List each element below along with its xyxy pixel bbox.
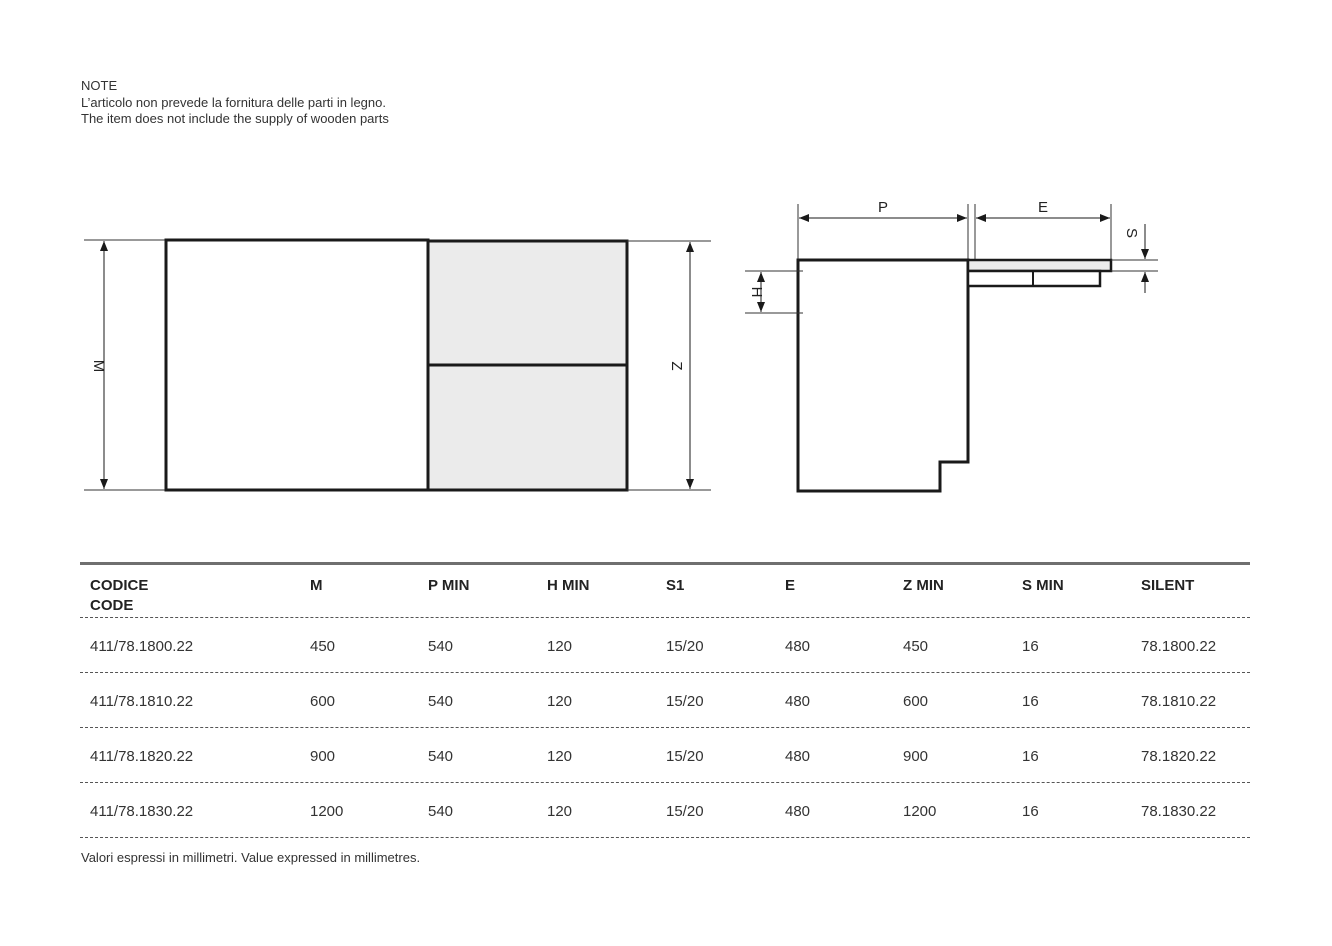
front-view	[84, 240, 711, 490]
table-row	[80, 618, 1250, 673]
cell-e: 480	[785, 693, 811, 710]
cabinet-profile	[798, 260, 968, 491]
cell-m: 600	[310, 693, 336, 710]
cell-m: 900	[310, 748, 336, 765]
cell-silent: 78.1820.22	[1141, 748, 1217, 765]
cell-z-min: 600	[903, 693, 929, 710]
label-e: E	[1037, 199, 1049, 216]
label-h: H	[748, 286, 765, 298]
cell-code: 411/78.1820.22	[90, 748, 194, 765]
cell-s-min: 16	[1022, 693, 1039, 710]
label-s: S	[1123, 227, 1140, 239]
header-s-min: S MIN	[1022, 577, 1064, 594]
cell-s-min: 16	[1022, 803, 1039, 820]
table-row	[80, 728, 1250, 783]
cell-p-min: 540	[428, 638, 454, 655]
cell-s1: 15/20	[666, 693, 704, 710]
side-view	[745, 199, 1158, 491]
cell-silent: 78.1830.22	[1141, 803, 1217, 820]
cell-z-min: 900	[903, 748, 929, 765]
cell-code: 411/78.1810.22	[90, 693, 194, 710]
note-title: NOTE	[81, 78, 118, 93]
units-footnote: Valori espressi in millimetri. Value expressed in millimetres.	[81, 850, 421, 865]
cell-p-min: 540	[428, 693, 454, 710]
cell-s-min: 16	[1022, 638, 1039, 655]
label-m: M	[90, 359, 107, 373]
cell-silent: 78.1810.22	[1141, 693, 1217, 710]
cell-h-min: 120	[547, 803, 573, 820]
table-row	[80, 673, 1250, 728]
table-row	[80, 783, 1250, 838]
cell-s1: 15/20	[666, 638, 704, 655]
note-italian: L’articolo non prevede la fornitura delle parti in legno.	[81, 94, 386, 110]
cell-p-min: 540	[428, 748, 454, 765]
cell-h-min: 120	[547, 638, 573, 655]
label-p: P	[877, 199, 889, 216]
cell-s-min: 16	[1022, 748, 1039, 765]
specification-table	[80, 562, 1250, 838]
cell-m: 1200	[310, 803, 344, 820]
cell-code: 411/78.1830.22	[90, 803, 194, 820]
drawer-front-upper	[428, 241, 627, 365]
drawer-front-lower	[428, 365, 627, 490]
cell-h-min: 120	[547, 748, 573, 765]
side-panel	[166, 240, 428, 490]
cell-code: 411/78.1800.22	[90, 638, 194, 655]
cell-e: 480	[785, 638, 811, 655]
cell-e: 480	[785, 803, 811, 820]
cell-s1: 15/20	[666, 748, 704, 765]
cell-z-min: 1200	[903, 803, 937, 820]
cell-s1: 15/20	[666, 803, 704, 820]
header-e: E	[785, 577, 796, 594]
label-z: Z	[668, 361, 685, 371]
header-m: M	[310, 577, 323, 594]
cell-z-min: 450	[903, 638, 929, 655]
cell-h-min: 120	[547, 693, 573, 710]
note-english: The item does not include the supply of wooden parts	[81, 111, 389, 126]
header-codice: CODICE CODE	[90, 577, 149, 614]
header-h-min: H MIN	[547, 577, 590, 594]
header-p-min: P MIN	[428, 577, 470, 594]
cell-e: 480	[785, 748, 811, 765]
header-s1: S1	[666, 577, 685, 594]
top-panel	[968, 260, 1111, 271]
cell-m: 450	[310, 638, 336, 655]
cell-p-min: 540	[428, 803, 454, 820]
header-silent: SILENT	[1141, 577, 1195, 594]
header-z-min: Z MIN	[903, 577, 944, 594]
table-header-row	[80, 565, 1250, 618]
cell-silent: 78.1800.22	[1141, 638, 1217, 655]
